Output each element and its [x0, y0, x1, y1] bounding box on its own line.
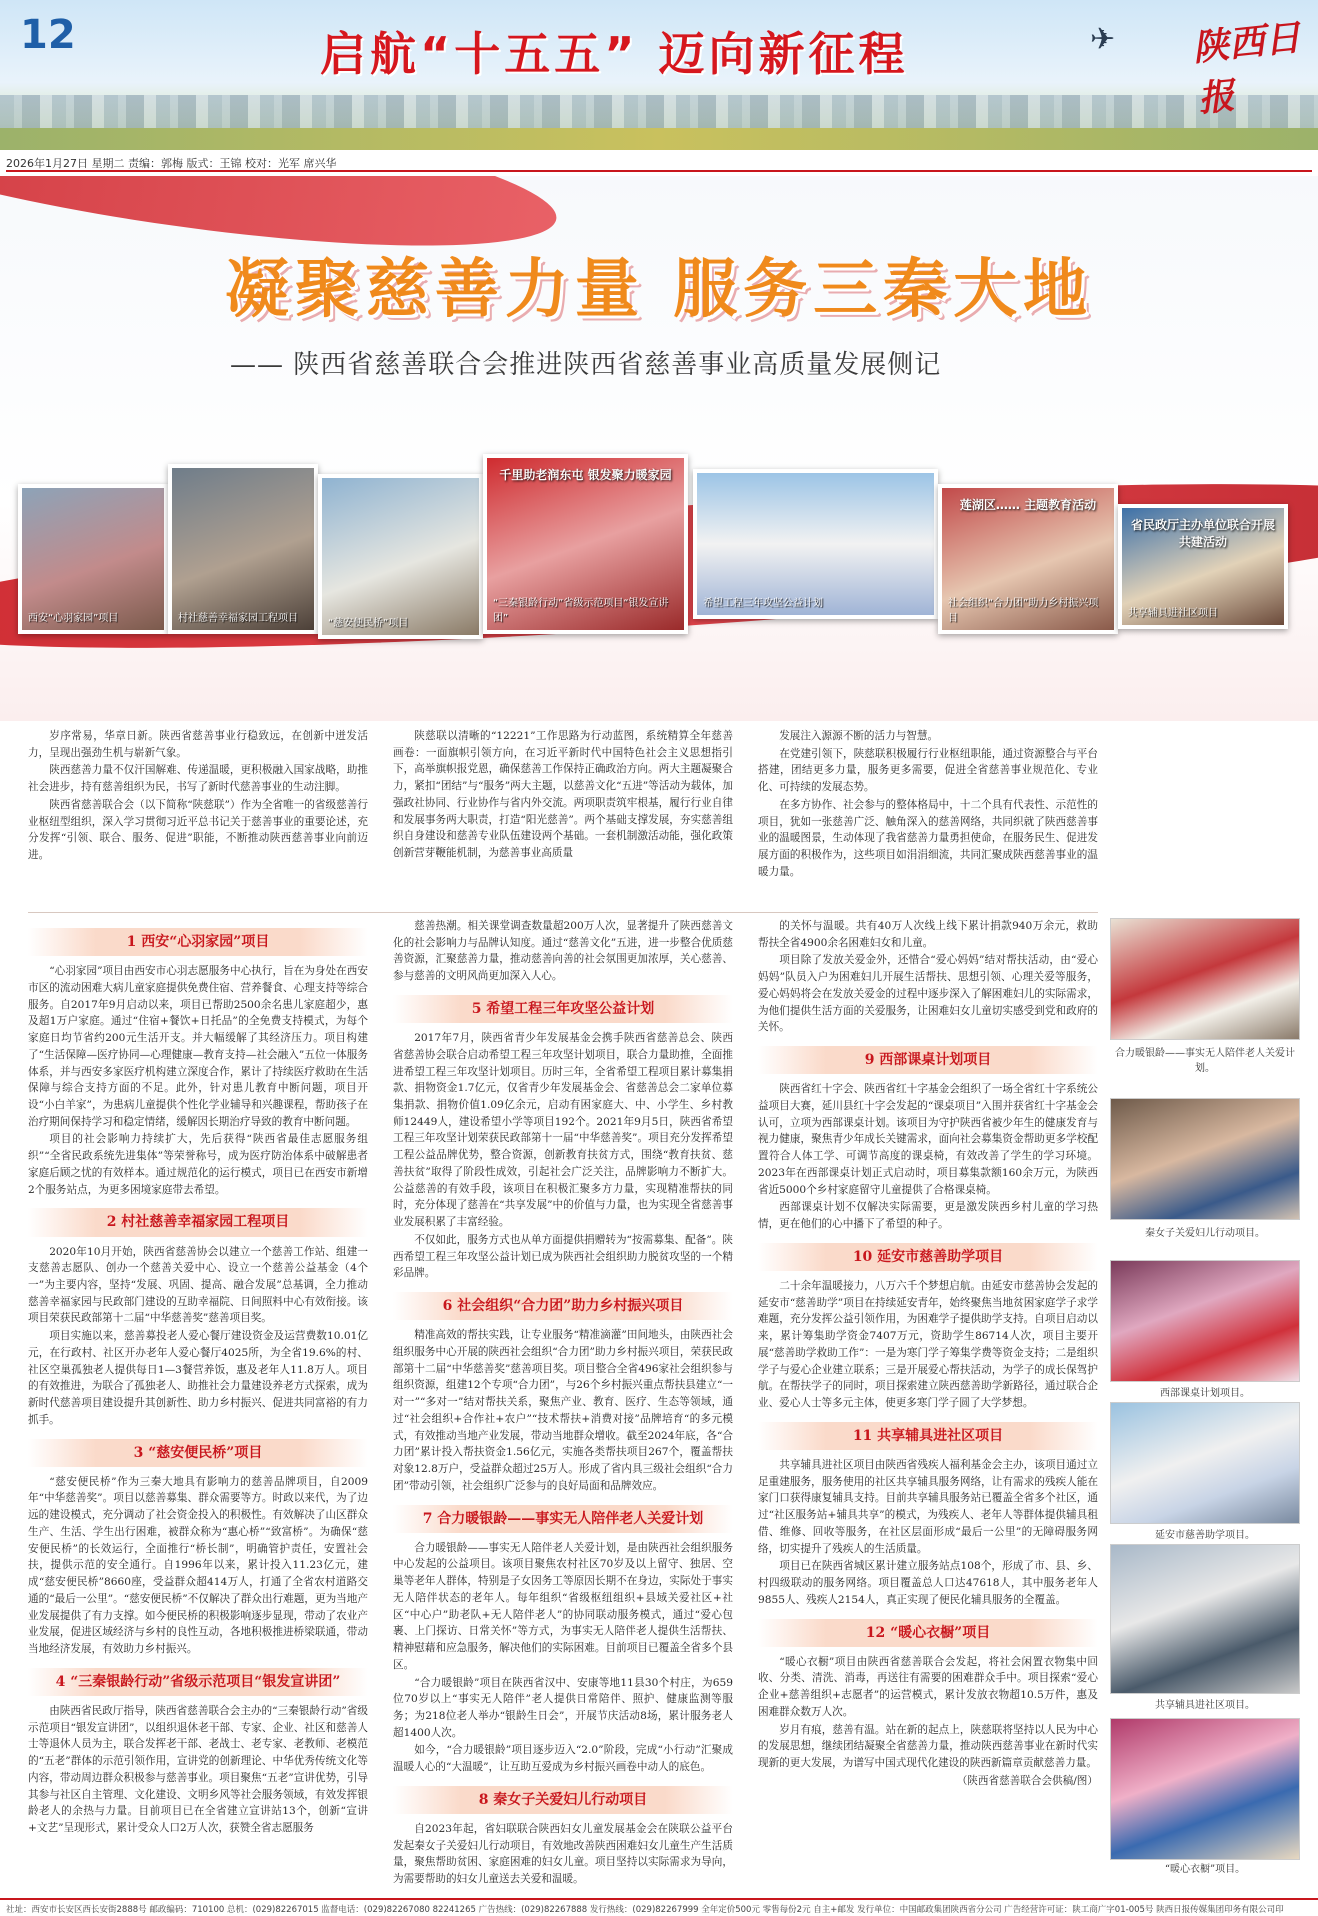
section-heading: 6 社会组织“合力团”助力乡村振兴项目: [393, 1292, 733, 1320]
paragraph: 项目的社会影响力持续扩大，先后获得“陕西省最佳志愿服务组织”“全省民政系统先进集体”等荣誉称号，成为医疗防治体系中破解患者家庭后顾之忧的有效样本。通过规范化的运行模式，项目已在西安市新增2个服务站点，为更多困境家庭带去希望。: [28, 1133, 368, 1196]
photo-banner-text: 莲湖区…… 主题教育活动: [959, 498, 1097, 512]
article-intro: [28, 728, 1098, 910]
body-column-1: [28, 918, 368, 1838]
paragraph: 精准高效的帮扶实践，让专业服务“精准滴灌”田间地头，由陕西社会组织服务中心开展的陕西社会组织“合力团”助力乡村振兴项目，荣获民政部第十二届“中华慈善奖”慈善项目奖。项目整合全省496家社会组织参与组织资源，组建12个专项“合力团”，与26个乡村振兴重点帮扶县建立“一对一”“多对一”结对帮扶关系，聚焦产业、教育、医疗、生态等领域，通过“社会组织+合作社+农户”“技术帮扶+消费对接”品牌培育“的多元模式，有效推动当地产业发展，带动当地群众增收。截至2024年底，各“合力团”累计投入帮扶资金1.56亿元，实施各类帮扶项目267个，覆盖帮扶对象12.8万户，受益群众超过25万人。形成了省内具三级社会组织“合力团”带动引领，社会组织广泛参与的良好局面和品牌效应。: [393, 1329, 733, 1492]
paragraph: 项目实施以来，慈善募投老人爱心餐厅建设资金及运营费数10.01亿元，在行政村、社区开办老年人爱心餐厅4025所，为全省19.6%的村、社区空巢孤独老人提供每日1—3餐营养饭，惠及老年人11.8万人。项目的有效推进，为联合了孤独老人、助推社会力量建设养老方式探索，成为新时代慈善项目建设提升其创新性、助力乡村振兴、促进共同富裕的有力抓手。: [28, 1330, 368, 1426]
intro-column-2: [393, 728, 733, 863]
photo-banner-text: 省民政厅主办单位联合开展共建活动: [1130, 518, 1275, 549]
sidebar-photo: [1110, 918, 1300, 1040]
section-heading: 2 村社慈善幸福家园工程项目: [28, 1208, 368, 1236]
paragraph: 如今，“合力暖银龄”项目逐步迈入“2.0”阶段，完成“小行动”汇聚成温暖人心的“大温暖”，让互助互爱成为乡村振兴画卷中动人的底色。: [393, 1744, 733, 1774]
paragraph: 项目除了发放关爱金外，还惜合“爱心妈妈”结对帮扶活动，由“爱心妈妈”队员入户为困难妇儿开展生活帮扶、思想引领、心理关爱等服务，爱心妈妈将会在发放关爱金的过程中逐步深入了解困难妇儿的实际需求，为他们提供生活方面的关爱服务，让困难妇女儿童切实感受到党和政府的关怀。: [758, 954, 1098, 1034]
paragraph: 西部课桌计划不仅解决实际需要，更是激发陕西乡村儿童的学习热情，更在他们的心中播下了希望的种子。: [758, 1201, 1098, 1231]
airplane-icon: ✈: [1090, 22, 1116, 57]
photo-heli-team: [938, 484, 1118, 634]
photo-sidebar: [1110, 918, 1300, 1876]
subheadline: —— 陕西省慈善联合会推进陕西省慈善事业高质量发展侧记: [230, 350, 942, 380]
paragraph: 由陕西省民政厅指导，陕西省慈善联合会主办的“三秦银龄行动”省级示范项目“银发宣讲团”，以组织退休老干部、专家、企业、社区和慈善人士等退休人员为主，联合发挥老干部、老战士、老专家、老教师、老模范的“五老”群体的示范引领作用，宣讲党的创新理论、中华优秀传统文化等内容，带动周边群众积极参与慈善事业。项目聚焦“五老”宣讲优势，引导其参与社区自主管理、文化建设、文明乡风等社会服务领域，有效发挥银龄老人的余热与力量。目前项目已在全省建立宣讲站13个，创新“宣讲+文艺”呈现形式，累计受众人口2万人次，获赞全省志愿服务: [28, 1704, 368, 1835]
photo-silver-lecture: [483, 454, 688, 634]
section-heading: 7 合力暖银龄——事实无人陪伴老人关爱计划: [393, 1505, 733, 1533]
photo-caption: “三秦银龄行动”省级示范项目“银发宣讲团”: [493, 598, 669, 624]
page-number: 12: [20, 12, 76, 58]
section-heading: 9 西部课桌计划项目: [758, 1046, 1098, 1074]
paragraph: 陕西慈善力量不仅汗国解难、传递温暖，更积极融入国家战略，助推社会进步，持有慈善组织为民，书写了新时代慈善事业的生动注脚。: [28, 764, 368, 794]
photo-xinyu-home: [18, 484, 168, 634]
wheat-field-illustration: [0, 128, 1318, 150]
photo-caption: “慈安便民桥”项目: [328, 618, 409, 629]
intro-column-3: [758, 728, 1098, 882]
body-column-2: [393, 918, 733, 1889]
intro-column-1: [28, 728, 368, 865]
section-title: 启航“十五五” 迈向新征程: [320, 27, 909, 81]
paragraph: 共享辅具进社区项目由陕西省残疾人福利基金会主办，该项目通过立足重建服务，服务使用的社区共享辅具服务网络，让有需求的残疾人能在家门口获得康复辅具支持。目前共享辅具服务站已覆盖全省多个社区，通过“社区服务站+辅具共享”的模式，为残疾人、老年人等群体提供辅具租借、维修、回收等服务，在社区层面形成“最后一公里”的无障碍服务网络，切实提升了残疾人的生活质量。: [758, 1458, 1098, 1555]
photo-caption: 希望工程三年攻坚公益计划: [703, 598, 823, 609]
section-heading: 5 希望工程三年攻坚公益计划: [393, 995, 733, 1023]
sidebar-caption: 延安市慈善助学项目。: [1155, 1530, 1255, 1541]
paragraph: 2020年10月开始，陕西省慈善协会以建立一个慈善工作站、组建一支慈善志愿队、创办一个慈善关爱中心、设立一个慈善公益基金（4个一”为主要内容，坚持“发展、巩固、提高、融合发展”总基调，全力推动慈善幸福家园与民政部门建设的互助幸福院、日间照料中心有效衔接。该项目荣获民政部第十二届“中华慈善奖”慈善项目奖。: [28, 1245, 368, 1325]
section-heading: 3 “慈安便民桥”项目: [28, 1439, 368, 1467]
paragraph: 项目已在陕西省城区累计建立服务站点108个，形成了市、县、乡、村四级联动的服务网络。项目覆盖总人口达47618人，其中服务老年人9855人、残疾人2154人，真正实现了便民化辅具服务的全覆盖。: [758, 1560, 1098, 1606]
body-column-3: [758, 918, 1098, 1791]
paragraph: 发展注入源源不断的活力与智慧。: [779, 730, 939, 742]
feature-banner: [0, 176, 1318, 721]
paragraph: 岁序常易，华章日新。陕西省慈善事业行稳致远，在创新中迸发活力，呈现出强劲生机与崭新气象。: [28, 730, 368, 759]
paragraph: 陕西省慈善联合会（以下简称“陕慈联”）作为全省唯一的省级慈善行业枢纽型组织，深入学习贯彻习近平总书记关于慈善事业的重要论述，充分发挥“引领、联合、服务、促进”职能，不断推动陕西慈善事业向前迈进。: [28, 798, 368, 862]
page-footer: 社址：西安市长安区西长安街2888号 邮政编码：710100 总机：(029)82267015 监督电话：(029)82267080 82241265 广告热线：(029)82267888 发行热线：(029)82267999 全年定价500元 零售每份2元 自主+邮发 发行单位：中国邮政集团陕西省分公司 广告经营许可证：陕工商广字01-005号 陕西日报传媒集团印务有限公司印: [0, 1898, 1318, 1916]
paragraph: 在多方协作、社会参与的整体格局中，十二个具有代表性、示范性的项目，犹如一张慈善广泛、触角深入的慈善网络，共同织就了陕西慈善事业的温暖图景，生动体现了我省慈善力量勇担使命，在服务民生、促进发展方面的积极作为，这些项目如涓涓细流，共同汇聚成陕西慈善事业的温暖力量。: [758, 798, 1098, 878]
headline: 凝聚慈善力量 服务三秦大地: [224, 253, 1094, 327]
paragraph: 二十余年温暖接力，八万六千个梦想启航。由延安市慈善协会发起的延安市“慈善助学”项目在持续延安青年，始终聚焦当地贫困家庭学子求学难题，充分发挥公益引领作用，为困难学子提供助学支持。自项目启动以来，累计筹集助学资金7407万元，资助学生86714人次，项目主要开展“慈善助学救助工作”：一是为寒门学子筹集学费等资金支持；二是组织学子与爱心企业建立联系；三是开展爱心帮扶活动，为学子的成长保驾护航。在帮扶学子的同时，项目探索建立陕西慈善助学新路径，通过联合企业、爱心人士等多元主体，使更多寒门学子圆了大学梦想。: [758, 1279, 1098, 1410]
paragraph: 2017年7月，陕西省青少年发展基金会携手陕西省慈善总会、陕西省慈善协会联合启动希望工程三年攻坚计划项目，联合力量助推，全面推进希望工程三年攻坚计划项目。历时三年，全省希望工程项目累计募集捐款、捐物资金1.7亿元，仅省青少年发展基金会、省慈善总会二家单位募集捐款、捐物价值1.09亿余元，启动有困家庭大、中、小学生、乡村教师12449人，建设希望小学等项目192个。2021年9月5日，陕西省希望工程三年攻坚计划荣获民政部第十一届“中华慈善奖”。项目充分发挥希望工程公益品牌优势，整合资源，创新教育扶贫方式，围绕“教育扶贫、慈善扶贫”取得了阶段性成效，引起社会广泛关注，品牌影响力不断扩大。公益慈善的有效手段，该项目在积极汇聚多方力量，实现精准帮扶的同时，充分体现了慈善在“共享发展”中的价值与力量，也为实现全省慈善事业发展积累了丰富经验。: [393, 1032, 733, 1229]
paragraph: 自2023年起，省妇联联合陕西妇女儿童发展基金会在陕联公益平台发起秦女子关爱妇儿行动项目，有效地改善陕西困难妇女儿童生产生活质量，聚焦帮助贫困、家庭困难的妇女儿童。项目坚持以实际需求为导向，为需要帮助的妇女儿童送去关爱和温暖。: [393, 1823, 733, 1886]
issue-info: 2026年1月27日 星期二 责编：郭梅 版式：王锦 校对：光军 席兴华: [6, 152, 1312, 172]
paragraph: 合力暖银龄——事实无人陪伴老人关爱计划，是由陕西社会组织服务中心发起的公益项目。该项目聚焦农村社区70岁及以上留守、独居、空巢等老年人群体，特别是子女因务工等原因长期不在身边，实际处于事实无人陪伴状态的老年人。每年组织“省级枢纽组织+县域关爱社区+社区“中心户”助老队+无人陪伴老人”的协同联动服务模式，通过“爱心包裹、上门探访、日常关怀”等方式，为事实无人陪伴老人提供生活帮扶、精神慰藉和应急服务，解决他们的实际困难。目前项目已覆盖全省多个县区。: [393, 1541, 733, 1671]
sidebar-caption: 共享辅具进社区项目。: [1155, 1700, 1255, 1711]
paragraph: 陕慈联以清晰的“12221”工作思路为行动蓝图，系统精算全年慈善画卷：一面旗帜引领方向，在习近平新时代中国特色社会主义思想指引下，高举旗帜报党恩，确保慈善工作保持正确政治方向。两大主题凝聚合力，紧扣“团结”与“服务”两大主题，以慈善文化“五进”等活动为载体，加强政社协同、行业协作与省内外交流。两项职责筑牢根基，履行行业自律和发展事务两大职责，打造“阳光慈善”。两个基础支撑发展，夯实慈善组织自身建设和慈善专业队伍建设两个基础。一套机制激活动能，强化政策创新营芽鞭能机制，为慈善事业高质量: [393, 730, 733, 860]
photo-filmstrip: [18, 444, 1298, 654]
paragraph: “合力暖银龄”项目在陕西省汉中、安康等地11县30个村庄，为659位70岁以上“事实无人陪伴”老人提供日常陪伴、照护、健康监测等服务；为218位老人举办“银龄生日会”，开展节庆活动8场，累计服务老人超1400人次。: [393, 1676, 733, 1739]
photo-banner-text: 千里助老润东屯 银发聚力暖家园: [499, 468, 672, 482]
photo-cian-bridge: [318, 474, 483, 639]
paragraph: “心羽家园”项目由西安市心羽志愿服务中心执行，旨在为身处在西安市区的流动困难大病儿童家庭提供免费住宿、营养餐食、心理支持等综合服务。自2017年9月启动以来，项目已帮助2500余名患儿家庭超少，惠及超1万户家庭。通过“住宿+餐饮+日托品”的全免费支持模式，为每个家庭日均节省约200元生活开支。并大幅缓解了其经济压力。项目构建了“生活保障—医疗协同—心理健康—教育支持—社会融入”五位一体服务体系，并与西安多家医疗机构建立深度合作，累计了持续医疗救助在生活保障与综合支持方面的不足。此外，针对患儿教育中断问题，项目开设“小白羊家”，为患病儿童提供个性化学业辅导和兴趣课程，帮助孩子在治疗期间保持学习和稳定情绪，缓解因长期治疗导致的教育中断问题。: [28, 965, 368, 1128]
section-heading: 11 共享辅具进社区项目: [758, 1422, 1098, 1450]
sidebar-caption: “暖心衣橱”项目。: [1164, 1864, 1246, 1875]
photo-caption: 西安“心羽家园”项目: [28, 613, 119, 624]
photo-caption: 村社慈善幸福家园工程项目: [178, 613, 298, 624]
section-heading: 1 西安“心羽家园”项目: [28, 928, 368, 956]
photo-shared-aids: [1118, 504, 1288, 629]
sidebar-caption: 西部课桌计划项目。: [1160, 1388, 1250, 1399]
paragraph: 慈善热潮。相关课堂调查数量超200万人次，显著提升了陕西慈善文化的社会影响力与品牌认知度。通过“慈善文化”五进，进一步整合优质慈善资源，汇聚慈善力量，推动慈善向善的社会氛围更加浓厚，关心慈善、参与慈善的文明风尚更加深入人心。: [393, 920, 733, 983]
sidebar-photo: [1110, 1260, 1300, 1382]
sidebar-caption: 秦女子关爱妇儿行动项目。: [1145, 1228, 1265, 1239]
paragraph: 不仅如此，服务方式也从单方面提供捐赠转为“按需募集、配备”。陕西希望工程三年攻坚公益计划已成为陕西社会组织助力脱贫攻坚的一个精彩品牌。: [393, 1233, 733, 1280]
article-body: [28, 918, 1098, 1886]
paragraph: 陕西省红十字会、陕西省红十字基金会组织了一场全省红十字系统公益项目大赛，延川县红十字会发起的“课桌项目”入围并获省红十字基金会认可，立项为西部课桌计划。该项目为守护陕西省被少年生的健康发育与视力健康，聚焦青少年成长关键需求，面向社会募集资金帮助更多学校配置符合人体工学、可调节高度的课桌椅，有效改善了学生的学习环境。2023年在西部课桌计划正式启动时，项目募集款额160余万元，为陕西省近5000个乡村家庭留守儿童提供了合格课桌椅。: [758, 1083, 1098, 1196]
section-heading: 10 延安市慈善助学项目: [758, 1243, 1098, 1271]
paragraph: 岁月有痕，慈善有温。站在新的起点上，陕慈联将坚持以人民为中心的发展思想，继续团结凝聚全省慈善力量，推动陕西慈善事业在新时代实现新的更大发展，为谱写中国式现代化建设的陕西新篇章贡献慈善力量。: [758, 1723, 1098, 1770]
photo-hope-project: [693, 469, 938, 619]
divider: [28, 912, 1098, 913]
masthead: [0, 0, 1318, 150]
sidebar-caption: 合力暖银龄——事实无人陪伴老人关爱计划。: [1115, 1048, 1295, 1074]
sidebar-photo: [1110, 1402, 1300, 1524]
section-heading: 4 “三秦银龄行动”省级示范项目“银发宣讲团”: [28, 1668, 368, 1696]
photo-caption: 共享辅具进社区项目: [1128, 608, 1218, 619]
section-heading: 8 秦女子关爱妇儿行动项目: [393, 1786, 733, 1814]
paragraph: 的关怀与温暖。共有40万人次线上线下累计捐款940万余元，救助帮扶全省4900余名困难妇女和儿童。: [758, 920, 1098, 949]
sidebar-photo: [1110, 1544, 1300, 1694]
article-signature: （陕西省慈善联合会供稿/图）: [956, 1774, 1098, 1787]
paragraph: “暖心衣橱”项目由陕西省慈善联合会发起，将社会闲置衣物集中回收、分类、清洗、消毒，再送往有需要的困难群众手中。项目探索“爱心企业+慈善组织+志愿者”的运营模式，累计发放衣物超10.5万件，惠及困难群众数万人次。: [758, 1655, 1098, 1718]
sidebar-photo: [1110, 1718, 1300, 1860]
sidebar-photo: [1110, 1098, 1300, 1220]
newspaper-logo: 陕西日报: [1190, 16, 1303, 121]
paragraph: “慈安便民桥”作为三秦大地具有影响力的慈善品牌项目，自2009年“中华慈善奖”。项目以慈善募集、群众需要等方。时政以来代，为了边远的建设模式，充分调动了社会资金投入的积极性。有效解决了山区群众生产、生活、学生出行困难，被群众称为“惠心桥”“致富桥”。为确保“慈安便民桥”的长效运行，全面推行“桥长制”，明确管护责任，安置社会扶，提供示范的安全通行。自1996年以来，累计投入11.23亿元，建成“慈安便民桥”8660座，受益群众超414万人，打通了全省农村道路交通的“最后一公里”。“慈安便民桥”不仅解决了群众出行难题，更为当地产业发展提供了有力支撑。如今便民桥的积极影响逐步显现，带动了农业产业发展，促进区域经济与乡村的良性互动，各地积极推进桥梁联通，带动当地经济发展，有效助力乡村振兴。: [28, 1475, 368, 1656]
photo-caption: 社会组织“合力团”助力乡村振兴项目: [948, 598, 1099, 624]
section-heading: 12 “暖心衣橱”项目: [758, 1619, 1098, 1647]
paragraph: 在党建引领下，陕慈联积极履行行业枢纽职能，通过资源整合与平台搭建，团结更多力量，服务更多需要，促进全省慈善事业规范化、专业化、可持续的发展态势。: [758, 747, 1098, 794]
photo-village-charity: [168, 464, 318, 634]
